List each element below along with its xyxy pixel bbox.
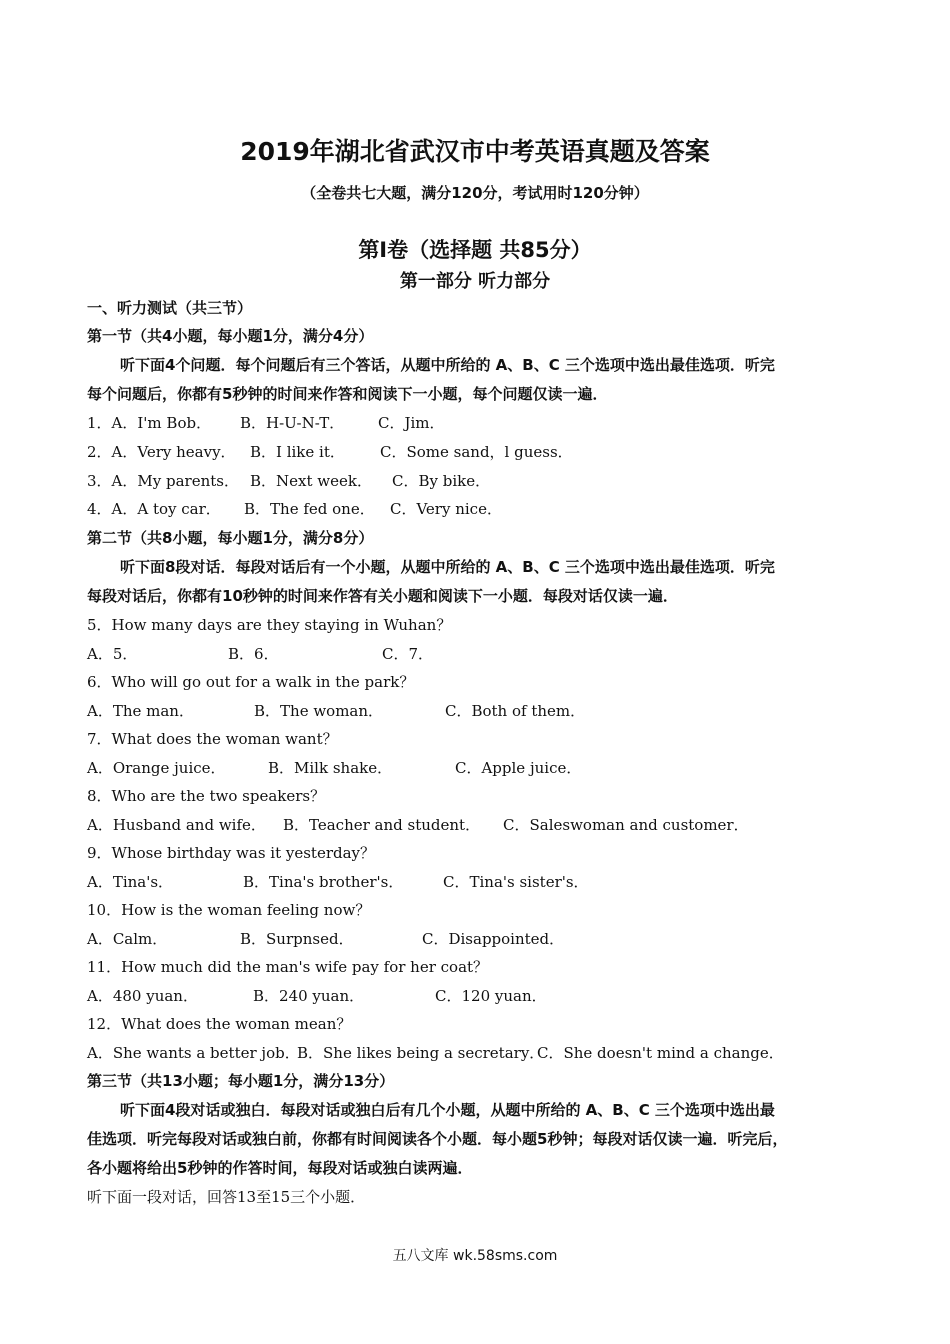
q3-option-b: B．Next week． [250, 472, 372, 490]
q1-option-b: B．H-U-N-T． [240, 414, 345, 432]
q5-option-b: B．6． [228, 645, 279, 663]
q7-option-a: A．Orange juice． [87, 759, 226, 777]
document-subtitle: （全卷共七大题，满分120分，考试用时120分钟） [301, 184, 649, 202]
section2-header: 第二节（共8小题，每小题1分，满分8分） [87, 529, 374, 547]
q8-question: 8．Who are the two speakers？ [87, 787, 326, 805]
q2-option-c: C．Some sand，l guess． [380, 443, 573, 461]
q9-option-b: B．Tina's brother's． [243, 873, 404, 891]
q12-option-a: A．She wants a better job． [87, 1044, 300, 1062]
section3-instruction-line1: 听下面4段对话或独白．每段对话或独白后有几个小题，从题中所给的 A、B、C 三个选项中选出最 [120, 1101, 775, 1119]
q2-option-a: 2．A．Very heavy． [87, 443, 236, 461]
q3-option-a: 3．A．My parents． [87, 472, 239, 490]
section3-note: 听下面一段对话，回答13至15三个小题． [87, 1188, 366, 1206]
q2-option-b: B．I like it． [250, 443, 345, 461]
q10-option-c: C．Disappointed． [422, 930, 565, 948]
q8-option-b: B．Teacher and student． [283, 816, 481, 834]
footer-watermark: 五八文库 wk.58sms.com [392, 1248, 558, 1264]
q1-option-c: C．Jim． [378, 414, 445, 432]
q5-option-c: C．7． [382, 645, 434, 663]
q1-option-a: 1．A．I'm Bob． [87, 414, 212, 432]
q6-question: 6．Who will go out for a walk in the park？ [87, 673, 415, 691]
section3-header: 第三节（共13小题；每小题1分，满分13分） [87, 1072, 395, 1090]
section1-header: 第一节（共4小题，每小题1分，满分4分） [87, 327, 374, 345]
section2-instruction-line1: 听下面8段对话．每段对话后有一个小题，从题中所给的 A、B、C 三个选项中选出最佳选项．听完 [120, 558, 775, 576]
q11-question: 11．How much did the man's wife pay for her coat？ [87, 958, 489, 976]
volume-heading: 第I卷（选择题 共85分） [358, 238, 592, 262]
q10-question: 10．How is the woman feeling now？ [87, 901, 371, 919]
q11-option-a: A．480 yuan． [87, 987, 198, 1005]
q4-option-a: 4．A．A toy car． [87, 500, 221, 518]
section3-instruction-line3: 各小题将给出5秒钟的作答时间，每段对话或独白读两遍． [87, 1159, 473, 1177]
q8-option-a: A．Husband and wife． [87, 816, 266, 834]
q4-option-b: B．The fed one． [244, 500, 375, 518]
q4-option-c: C．Very nice． [390, 500, 502, 518]
q11-option-c: C．120 yuan． [435, 987, 547, 1005]
part-heading: 第一部分 听力部分 [399, 271, 551, 292]
q9-option-a: A．Tina's． [87, 873, 174, 891]
q10-option-b: B．Surpnsed． [240, 930, 354, 948]
q12-question: 12．What does the woman mean？ [87, 1015, 352, 1033]
document-title: 2019年湖北省武汉市中考英语真题及答案 [240, 137, 710, 166]
q5-question: 5．How many days are they staying in Wuhan？ [87, 616, 452, 634]
section1-instruction-line2: 每个问题后，你都有5秒钟的时间来作答和阅读下一小题，每个问题仅读一遍． [87, 385, 608, 403]
section3-instruction-line2: 佳选项．听完每段对话或独白前，你都有时间阅读各个小题．每小题5秒钟；每段对话仅读一遍．听完后， [87, 1130, 788, 1148]
q7-option-c: C．Apple juice． [455, 759, 582, 777]
section-header: 一、听力测试（共三节） [87, 299, 253, 317]
q10-option-a: A．Calm． [87, 930, 168, 948]
q3-option-c: C．By bike． [392, 472, 491, 490]
q5-option-a: A．5． [87, 645, 138, 663]
q12-option-b: B．She likes being a secretary． [297, 1044, 545, 1062]
q9-question: 9．Whose birthday was it yesterday？ [87, 844, 376, 862]
q6-option-a: A．The man． [87, 702, 194, 720]
q6-option-c: C．Both of them． [445, 702, 586, 720]
q8-option-c: C．Saleswoman and customer． [503, 816, 749, 834]
section2-instruction-line2: 每段对话后，你都有10秒钟的时间来作答有关小题和阅读下一小题．每段对话仅读一遍． [87, 587, 678, 605]
q7-option-b: B．Milk shake． [268, 759, 393, 777]
q11-option-b: B．240 yuan． [253, 987, 365, 1005]
q7-question: 7．What does the woman want？ [87, 730, 338, 748]
q9-option-c: C．Tina's sister's． [443, 873, 589, 891]
q12-option-c: C．She doesn't mind a change． [537, 1044, 784, 1062]
q6-option-b: B．The woman． [254, 702, 384, 720]
section1-instruction-line1: 听下面4个问题．每个问题后有三个答话，从题中所给的 A、B、C 三个选项中选出最佳选项．听完 [120, 356, 775, 374]
